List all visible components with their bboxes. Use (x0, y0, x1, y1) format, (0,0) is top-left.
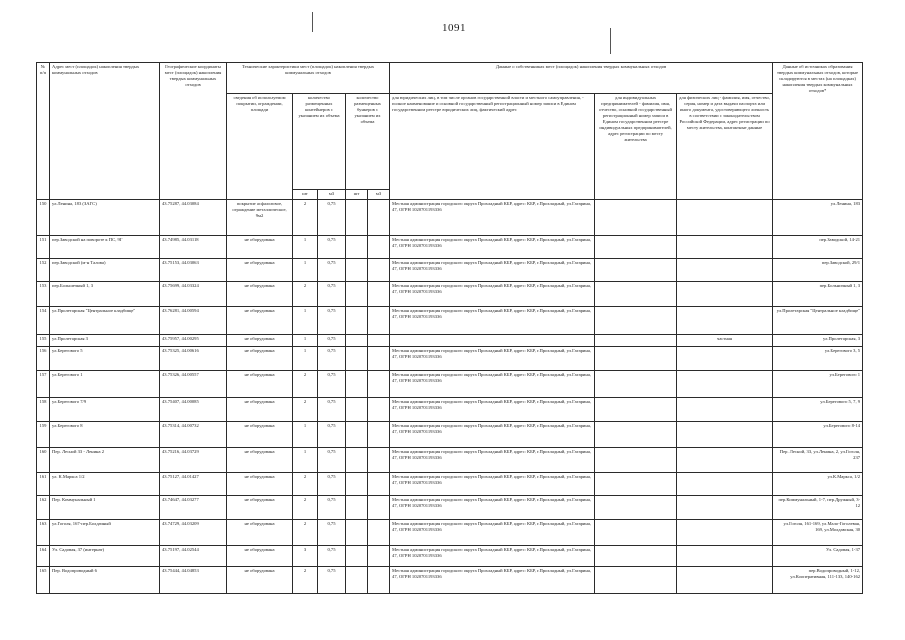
container-count-cell: 1 (293, 347, 318, 371)
table-row (37, 496, 863, 520)
container-volume-cell: 0,75 (318, 282, 346, 307)
entrepreneur-cell (595, 546, 677, 567)
legal-entity-cell (390, 335, 595, 347)
coordinates-cell: 43.75444, 44.04853 (160, 567, 227, 594)
coordinates-cell: 43.74729, 44.03209 (160, 520, 227, 546)
entrepreneur-cell (595, 347, 677, 371)
container-volume-cell: 0,75 (318, 546, 346, 567)
legal-entity-cell: Местная администрация городского округа Прохладный КБР, адрес: КБР, г.Прохладный, ул.Гагарина, 47, ОГРН 1020701193336 (390, 371, 595, 398)
cover-cell: не оборудована (227, 236, 293, 259)
table-row (37, 307, 863, 335)
coordinates-cell: 43.76281, 44.00594 (160, 307, 227, 335)
container-volume-cell: 0,75 (318, 496, 346, 520)
individual-cell (677, 236, 773, 259)
bunker-volume-cell (368, 259, 390, 282)
row-number-cell: 154 (37, 307, 50, 335)
page-number: 1091 (442, 22, 466, 34)
unit-m3: м3 (368, 190, 390, 200)
source-cell: ул.Берегового 3, 5 (773, 347, 863, 371)
individual-cell: частная (677, 335, 773, 347)
row-number-cell: 161 (37, 473, 50, 496)
table-row (37, 371, 863, 398)
entrepreneur-cell (595, 259, 677, 282)
bunker-volume-cell (368, 448, 390, 473)
source-cell: ул.Берегового 1 (773, 371, 863, 398)
entrepreneur-cell (595, 520, 677, 546)
bunker-volume-cell (368, 371, 390, 398)
container-count-cell: 1 (293, 422, 318, 448)
cover-cell: не оборудована (227, 496, 293, 520)
individual-cell (677, 347, 773, 371)
legal-entity-cell: Местная администрация городского округа Прохладный КБР, адрес: КБР, г.Прохладный, ул.Гагарина, 47, ОГРН 1020701193336 (390, 546, 595, 567)
table-row (37, 236, 863, 259)
unit-pcs: шт (293, 190, 318, 200)
container-count-cell: 2 (293, 398, 318, 422)
table-row (37, 282, 863, 307)
cover-cell: не оборудована (227, 398, 293, 422)
container-volume-cell: 0,75 (318, 335, 346, 347)
individual-cell (677, 473, 773, 496)
legal-entity-cell: Местная администрация городского округа Прохладный КБР, адрес: КБР, г.Прохладный, ул.Гагарина, 47, ОГРН 1020701193336 (390, 236, 595, 259)
individual-cell (677, 259, 773, 282)
table-row (37, 200, 863, 236)
col-header-tech: Технические характеристики мест (площадок) накопления твердых коммунальных отходов (227, 63, 390, 94)
bunker-volume-cell (368, 422, 390, 448)
container-count-cell: 2 (293, 496, 318, 520)
bunker-volume-cell (368, 496, 390, 520)
address-cell: ул.Пролетарская "Центральное кладбище" (50, 307, 160, 335)
row-number-cell: 160 (37, 448, 50, 473)
container-volume-cell: 0,75 (318, 371, 346, 398)
entrepreneur-cell (595, 307, 677, 335)
address-cell: Пер. Водопроводный 6 (50, 567, 160, 594)
cover-cell: не оборудована (227, 371, 293, 398)
bunker-count-cell (346, 473, 368, 496)
bunker-volume-cell (368, 473, 390, 496)
container-volume-cell: 0,75 (318, 398, 346, 422)
legal-entity-cell: Местная администрация городского округа Прохладный КБР, адрес: КБР, г.Прохладный, ул.Гагарина, 47, ОГРН 1020701193336 (390, 259, 595, 282)
bunker-count-cell (346, 335, 368, 347)
legal-entity-cell: Местная администрация городского округа Прохладный КБР, адрес: КБР, г.Прохладный, ул.Гагарина, 47, ОГРН 1020701193336 (390, 496, 595, 520)
cover-cell: не оборудована (227, 335, 293, 347)
source-cell: пер.Заводской, 14-21 (773, 236, 863, 259)
table-row (37, 567, 863, 594)
cover-cell: не оборудована (227, 473, 293, 496)
table-row (37, 335, 863, 347)
table-row (37, 546, 863, 567)
col-header-coords: Географические координаты мест (площадок) накопления твердых коммунальных отходов (160, 63, 227, 200)
row-number-cell: 153 (37, 282, 50, 307)
cover-cell: не оборудована (227, 347, 293, 371)
col-header-bunkers: количество размещенных бункеров с указанием их объема (346, 94, 390, 190)
container-volume-cell: 0,75 (318, 422, 346, 448)
row-number-cell: 150 (37, 200, 50, 236)
legal-entity-cell: Местная администрация городского округа Прохладный КБР, адрес: КБР, г.Прохладный, ул.Гагарина, 47, ОГРН 1020701193336 (390, 422, 595, 448)
row-number-cell: 165 (37, 567, 50, 594)
address-cell: пер.Большечный 1, 3 (50, 282, 160, 307)
container-volume-cell: 0,75 (318, 473, 346, 496)
bunker-count-cell (346, 448, 368, 473)
individual-cell (677, 307, 773, 335)
coordinates-cell: 43.75326, 44.00557 (160, 371, 227, 398)
col-header-address: Адрес мест (площадок) накопления твердых коммунальных отходов (50, 63, 160, 200)
entrepreneur-cell (595, 398, 677, 422)
row-number-cell: 159 (37, 422, 50, 448)
container-volume-cell: 0,75 (318, 567, 346, 594)
row-number-cell: 152 (37, 259, 50, 282)
cover-cell: не оборудована (227, 546, 293, 567)
row-number-cell: 163 (37, 520, 50, 546)
bunker-volume-cell (368, 282, 390, 307)
col-header-num: № п/п (37, 63, 50, 200)
address-cell: Пер. Лесной 33 - Ленина 2 (50, 448, 160, 473)
row-number-cell: 162 (37, 496, 50, 520)
table-row (37, 347, 863, 371)
coordinates-cell: 43.75314, 44.00732 (160, 422, 227, 448)
entrepreneur-cell (595, 371, 677, 398)
cover-cell: не оборудована (227, 307, 293, 335)
bunker-count-cell (346, 307, 368, 335)
legal-entity-cell: Местная администрация городского округа Прохладный КБР, адрес: КБР, г.Прохладный, ул.Гагарина, 47, ОГРН 1020701193336 (390, 473, 595, 496)
legal-entity-cell: Местная администрация городского округа Прохладный КБР, адрес: КБР, г.Прохладный, ул.Гагарина, 47, ОГРН 1020701193336 (390, 200, 595, 236)
container-count-cell: 2 (293, 567, 318, 594)
legal-entity-cell: Местная администрация городского округа Прохладный КБР, адрес: КБР, г.Прохладный, ул.Гагарина, 47, ОГРН 1020701193336 (390, 398, 595, 422)
individual-cell (677, 282, 773, 307)
col-header-legal: для юридических лиц, в том числе органов государственной власти и местного самоуправления, - полное наименование и основной государственный регистрационный номер записи в Едином государственном реестре юридических лиц, фактический адрес (390, 94, 595, 200)
scan-mark (610, 28, 611, 54)
container-volume-cell: 0,75 (318, 347, 346, 371)
source-cell: ул.Пролетарская "Центральное кладбище" (773, 307, 863, 335)
container-volume-cell: 0,75 (318, 200, 346, 236)
cover-cell: не оборудована (227, 448, 293, 473)
bunker-count-cell (346, 567, 368, 594)
bunker-count-cell (346, 200, 368, 236)
coordinates-cell: 43.74647, 44.03277 (160, 496, 227, 520)
bunker-volume-cell (368, 567, 390, 594)
legal-entity-cell: Местная администрация городского округа Прохладный КБР, адрес: КБР, г.Прохладный, ул.Гагарина, 47, ОГРН 1020701193336 (390, 448, 595, 473)
bunker-count-cell (346, 236, 368, 259)
legal-entity-cell: Местная администрация городского округа Прохладный КБР, адрес: КБР, г.Прохладный, ул.Гагарина, 47, ОГРН 1020701193336 (390, 520, 595, 546)
bunker-volume-cell (368, 335, 390, 347)
address-cell: ул.Ленина, 183 (ЗАГС) (50, 200, 160, 236)
entrepreneur-cell (595, 496, 677, 520)
col-header-sources: Данные об источниках образования твердых коммунальных отходов, которые складируются в местах (на площадках) накопления твердых коммунальных отходов* (773, 63, 863, 200)
source-cell: Ул. Садовая, 1-37 (773, 546, 863, 567)
entrepreneur-cell (595, 473, 677, 496)
source-cell: Пер. Лесной, 33, ул.Ленина, 2, ул.Гоголя, 237 (773, 448, 863, 473)
cover-cell: не оборудована (227, 520, 293, 546)
address-cell: Пер. Коммунальный 1 (50, 496, 160, 520)
col-header-containers: количество размещенных контейнеров с указанием их объема (293, 94, 346, 190)
cover-cell: не оборудована (227, 422, 293, 448)
container-count-cell: 2 (293, 473, 318, 496)
bunker-volume-cell (368, 307, 390, 335)
address-cell: ул.Берегового 8 (50, 422, 160, 448)
container-count-cell: 1 (293, 236, 318, 259)
coordinates-cell: 43.75699, 44.03324 (160, 282, 227, 307)
cover-cell: не оборудована (227, 282, 293, 307)
source-cell: ул.Берегового 5, 7, 9 (773, 398, 863, 422)
address-cell: пер.Заводской на повороте к ПС, 9Г (50, 236, 160, 259)
container-volume-cell: 0,75 (318, 259, 346, 282)
individual-cell (677, 567, 773, 594)
table-row (37, 448, 863, 473)
bunker-count-cell (346, 496, 368, 520)
address-cell: ул.Берегового 5 (50, 347, 160, 371)
registry-rows (37, 200, 863, 594)
table-row (37, 422, 863, 448)
table-row (37, 520, 863, 546)
container-count-cell: 1 (293, 307, 318, 335)
container-count-cell: 2 (293, 282, 318, 307)
address-cell: ул.Берегового 7/9 (50, 398, 160, 422)
individual-cell (677, 496, 773, 520)
legal-entity-cell: Местная администрация городского округа Прохладный КБР, адрес: КБР, г.Прохладный, ул.Гагарина, 47, ОГРН 1020701193336 (390, 567, 595, 594)
row-number-cell: 158 (37, 398, 50, 422)
container-count-cell: 2 (293, 200, 318, 236)
container-count-cell: 2 (293, 520, 318, 546)
source-cell: ул.Берегового 8-14 (773, 422, 863, 448)
individual-cell (677, 200, 773, 236)
bunker-volume-cell (368, 236, 390, 259)
bunker-volume-cell (368, 200, 390, 236)
container-volume-cell: 0,75 (318, 448, 346, 473)
unit-m3: м3 (318, 190, 346, 200)
registry-table (36, 62, 863, 594)
individual-cell (677, 520, 773, 546)
bunker-count-cell (346, 282, 368, 307)
address-cell: пер.Заводской (м-н Талова) (50, 259, 160, 282)
cover-cell: не оборудована (227, 567, 293, 594)
individual-cell (677, 371, 773, 398)
individual-cell (677, 422, 773, 448)
container-count-cell: 2 (293, 371, 318, 398)
address-cell: ул.Пролетарская 3 (50, 335, 160, 347)
col-header-cover: сведения об используемом покрытии, ограждении, площади (227, 94, 293, 200)
coordinates-cell: 43.75153, 44.03063 (160, 259, 227, 282)
table-row (37, 473, 863, 496)
container-count-cell: 1 (293, 259, 318, 282)
address-cell: ул. К.Маркса 1/2 (50, 473, 160, 496)
coordinates-cell: 43.75197, 44.02544 (160, 546, 227, 567)
address-cell: ул.Гоголя, 167-пер.Болдачный (50, 520, 160, 546)
coordinates-cell: 43.75127, 44.01427 (160, 473, 227, 496)
container-count-cell: 1 (293, 448, 318, 473)
bunker-count-cell (346, 371, 368, 398)
bunker-volume-cell (368, 546, 390, 567)
col-header-ip: для индивидуальных предпринимателей - фамилия, имя, отчество, основной государственный регистрационный номер записи в Едином государственном реестре индивидуальных предпринимателей, адрес регистрации по месту жительства (595, 94, 677, 200)
entrepreneur-cell (595, 200, 677, 236)
entrepreneur-cell (595, 422, 677, 448)
source-cell: пер.Коммунальный, 1-7, пер.Дружный, 3-12 (773, 496, 863, 520)
address-cell: ул.Берегового 1 (50, 371, 160, 398)
bunker-count-cell (346, 347, 368, 371)
row-number-cell: 164 (37, 546, 50, 567)
bunker-volume-cell (368, 520, 390, 546)
source-cell: ул.Ленина, 183 (773, 200, 863, 236)
individual-cell (677, 448, 773, 473)
coordinates-cell: 43.75287, 44.03084 (160, 200, 227, 236)
container-count-cell: 3 (293, 546, 318, 567)
container-volume-cell: 0,75 (318, 520, 346, 546)
source-cell: пер.Водопроводный, 1-12, ул.Кооперативная, 111-133, 140-162 (773, 567, 863, 594)
entrepreneur-cell (595, 236, 677, 259)
container-volume-cell: 0,75 (318, 307, 346, 335)
legal-entity-cell: Местная администрация городского округа Прохладный КБР, адрес: КБР, г.Прохладный, ул.Гагарина, 47, ОГРН 1020701193336 (390, 282, 595, 307)
entrepreneur-cell (595, 282, 677, 307)
bunker-count-cell (346, 546, 368, 567)
legal-entity-cell: Местная администрация городского округа Прохладный КБР, адрес: КБР, г.Прохладный, ул.Гагарина, 47, ОГРН 1020701193336 (390, 347, 595, 371)
cover-cell: не оборудована (227, 259, 293, 282)
source-cell: пер.Больничный 1, 3 (773, 282, 863, 307)
source-cell: пер.Заводской, 29/1 (773, 259, 863, 282)
legal-entity-cell: Местная администрация городского округа Прохладный КБР, адрес: КБР, г.Прохладный, ул.Гагарина, 47, ОГРН 1020701193336 (390, 307, 595, 335)
entrepreneur-cell (595, 567, 677, 594)
bunker-count-cell (346, 520, 368, 546)
source-cell: ул.Пролетарская, 3 (773, 335, 863, 347)
row-number-cell: 157 (37, 371, 50, 398)
container-count-cell: 1 (293, 335, 318, 347)
address-cell: Ул. Садовая, 37 (интернат) (50, 546, 160, 567)
unit-pcs: шт (346, 190, 368, 200)
table-row (37, 259, 863, 282)
coordinates-cell: 43.74985, 44.03118 (160, 236, 227, 259)
col-header-owners: Данные о собственниках мест (площадок) накопления твердых коммунальных отходов (390, 63, 773, 94)
bunker-count-cell (346, 398, 368, 422)
cover-cell: покрытие асфальтовое, ограждение металлическое, 9м2 (227, 200, 293, 236)
row-number-cell: 156 (37, 347, 50, 371)
entrepreneur-cell (595, 448, 677, 473)
container-volume-cell: 0,75 (318, 236, 346, 259)
coordinates-cell: 43.75325, 44.00616 (160, 347, 227, 371)
coordinates-cell: 43.75216, 44.03729 (160, 448, 227, 473)
individual-cell (677, 546, 773, 567)
source-cell: ул.Гоголя, 161-169, ул.Мало-Гоголевая, 169, ул.Молдавская, 30 (773, 520, 863, 546)
row-number-cell: 151 (37, 236, 50, 259)
coordinates-cell: 43.75957, 44.00295 (160, 335, 227, 347)
scan-mark (312, 12, 313, 32)
bunker-volume-cell (368, 347, 390, 371)
entrepreneur-cell (595, 335, 677, 347)
source-cell: ул.К.Маркса, 1/2 (773, 473, 863, 496)
bunker-count-cell (346, 259, 368, 282)
table-row (37, 398, 863, 422)
individual-cell (677, 398, 773, 422)
coordinates-cell: 43.75407, 44.00085 (160, 398, 227, 422)
col-header-phys: для физических лиц - фамилия, имя, отчество, серия, номер и дата выдачи паспорта или иного документа, удостоверяющего личность в соответствии с законодательством Российской Федерации, адрес регистрации по месту жительства, контактные данные (677, 94, 773, 200)
bunker-count-cell (346, 422, 368, 448)
bunker-volume-cell (368, 398, 390, 422)
row-number-cell: 155 (37, 335, 50, 347)
